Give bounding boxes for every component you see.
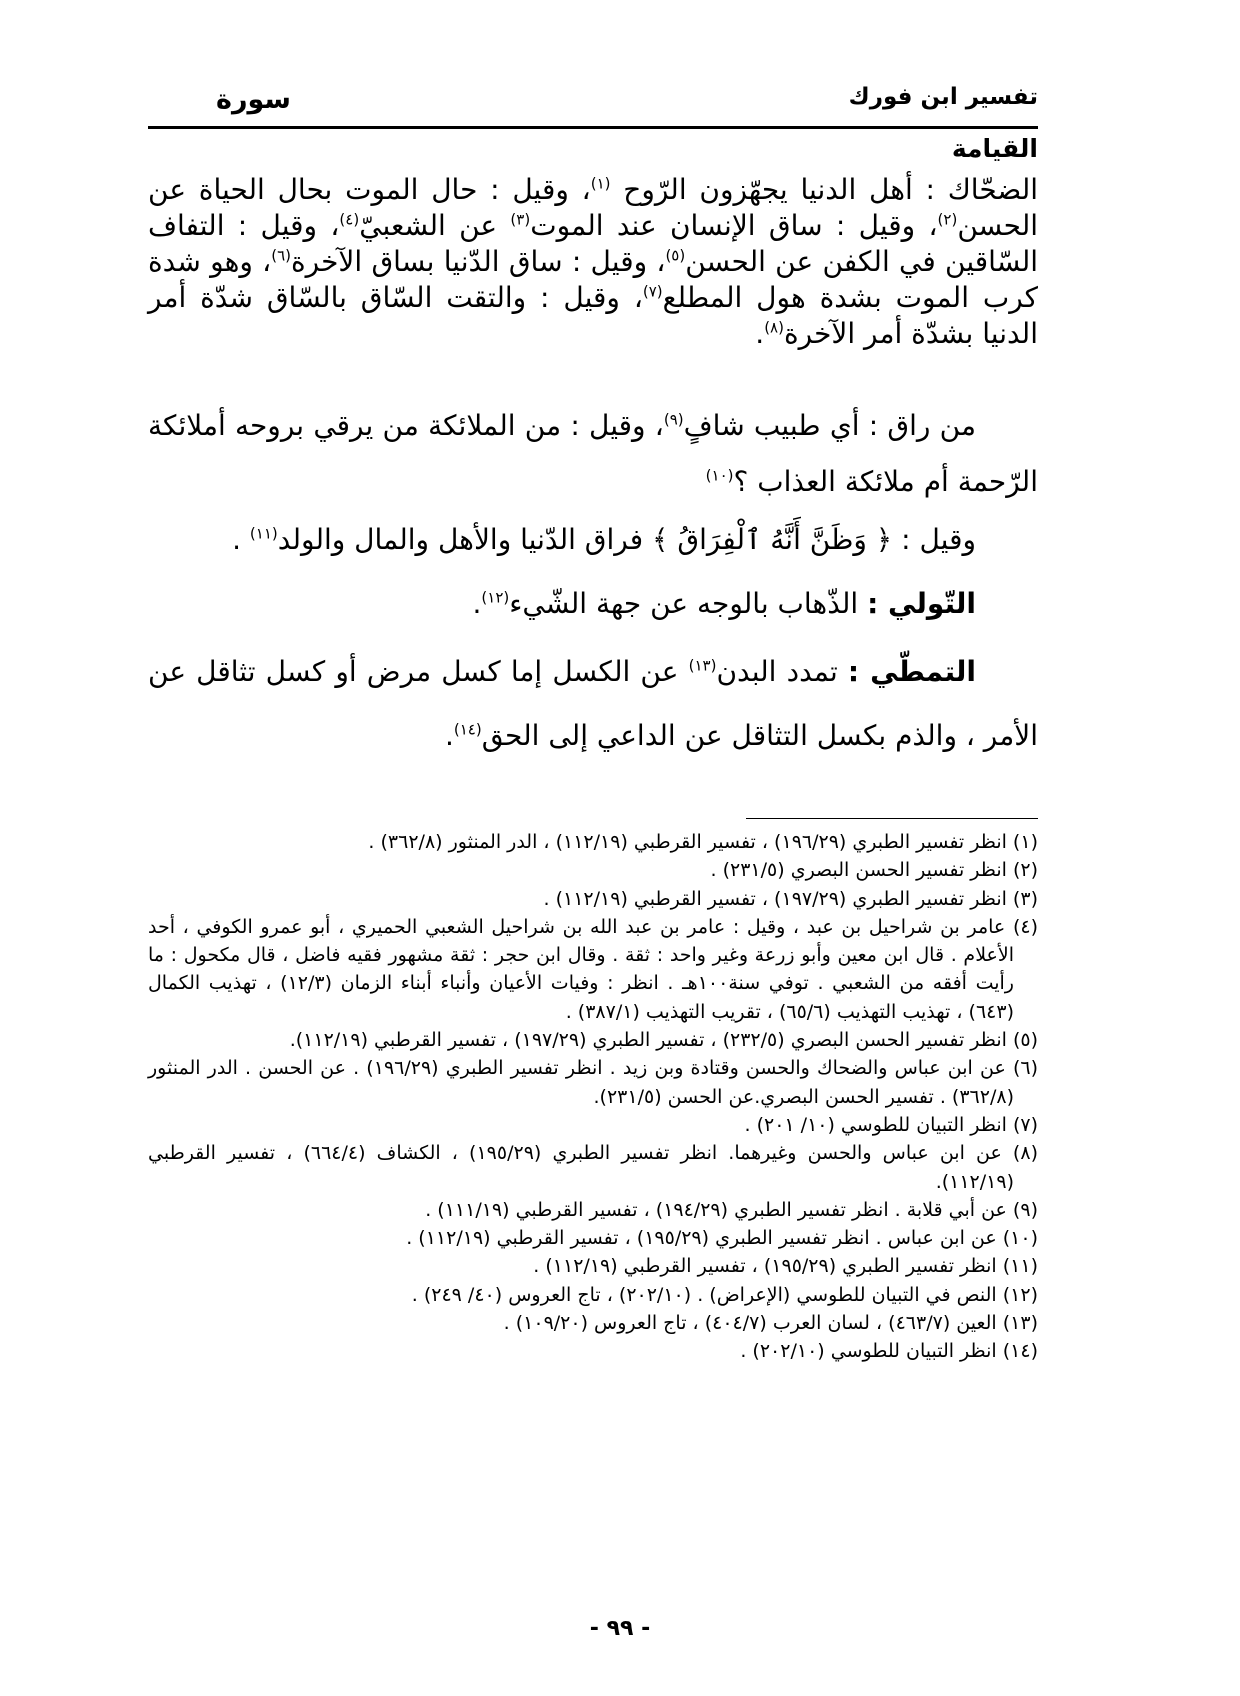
- text-run: عن الشعبيّ: [359, 209, 511, 242]
- footnote-item: (٧) انظر التبيان للطوسي (١٠/ ٢٠١) .: [744, 1113, 1038, 1136]
- footnote-item: (٥) انظر تفسير الحسن البصري (٢٣٢/٥) ، تفسير الطبري (١٩٧/٢٩) ، تفسير القرطبي (١١٢/١٩).: [289, 1029, 1038, 1052]
- text-run: ، وقيل : ساق الدّنيا بساق الآخرة: [290, 245, 666, 278]
- footnote-marker: (٨): [764, 318, 784, 337]
- paragraph-2: [148, 398, 1038, 510]
- text-run: وقيل : ﴿ وَظَنَّ أَنَّهُ ٱلْفِرَاقُ ﴾ فراق الدّنيا والأهل والمال والولد: [277, 523, 976, 556]
- surah-name: القيامة: [951, 134, 1038, 163]
- text-run: من راق : أي طبيب شافٍ: [683, 409, 976, 442]
- paragraph-3: [148, 512, 1038, 568]
- footnotes-list: [148, 828, 1038, 1366]
- footnote-marker: (٣): [510, 210, 531, 229]
- text-run: ، وهو شدة كرب الموت بشدة هول المطلع: [148, 245, 1038, 314]
- page-number: - ٩٩ -: [589, 1616, 651, 1641]
- footnote-item: (٨) عن ابن عباس والحسن وغيرهما. انظر تفسير الطبري (١٩٥/٢٩) ، الكشاف (٦٦٤/٤) ، تفسير القرطبي (١١٢/١٩).: [148, 1142, 1038, 1193]
- surah-label: سورة: [216, 84, 291, 115]
- footnote-item: (١٢) النص في التبيان للطوسي (الإعراض) . (٢٠٢/١٠) ، تاج العروس (٤٠/ ٢٤٩) .: [411, 1283, 1038, 1306]
- book-title: تفسير ابن فورك: [848, 84, 1038, 110]
- text-run: .: [472, 587, 482, 620]
- footnote-marker: (١٣): [688, 656, 717, 675]
- glossary-term: التّولي :: [867, 587, 976, 620]
- footnote-item: (٢) انظر تفسير الحسن البصري (٢٣١/٥) .: [710, 859, 1038, 882]
- glossary-term: التمطّي :: [847, 655, 976, 688]
- footnote-separator: [746, 818, 1038, 819]
- footnote-item: (٦) عن ابن عباس والضحاك والحسن وقتادة وبن زيد . انظر تفسير الطبري (١٩٦/٢٩) . عن الحسن . الدر المنثور (٣٦٢/٨) . تفسير الحسن البصري.عن الحسن (٢٣١/٥).: [148, 1057, 1038, 1108]
- text-run: .: [444, 719, 454, 752]
- footnote-item: (١٠) عن ابن عباس . انظر تفسير الطبري (١٩٥/٢٩) ، تفسير القرطبي (١١٢/١٩) .: [406, 1227, 1038, 1250]
- text-run: الذّهاب بالوجه عن جهة الشّيء: [509, 587, 868, 620]
- footnote-item: (١١) انظر تفسير الطبري (١٩٥/٢٩) ، تفسير القرطبي (١١٢/١٩) .: [533, 1255, 1038, 1278]
- running-header: [148, 84, 1038, 122]
- footnote-marker: (٥): [665, 246, 686, 265]
- text-run: .: [232, 523, 250, 556]
- text-run: ، وقيل : ساق الإنسان عند الموت: [530, 209, 938, 242]
- paragraph-5: [148, 640, 1038, 768]
- footnote-marker: (١٤): [453, 720, 482, 739]
- footnote-marker: (٦): [271, 246, 291, 265]
- footnote-marker: (٢): [937, 210, 958, 229]
- footnote-item: (١٣) العين (٤٦٣/٧) ، لسان العرب (٤٠٤/٧) ، تاج العروس (١٠٩/٢٠) .: [503, 1312, 1038, 1335]
- text-run: ، وقيل : والتقت السّاق بالسّاق شدّة أمر الدنيا بشدّة أمر الآخرة: [148, 281, 1038, 350]
- text-run: ، وقيل : حال الموت بحال الحياة عن الحسن: [148, 173, 1039, 242]
- text-run: الضحّاك : أهل الدنيا يجهّزون الرّوح: [610, 173, 1039, 206]
- text-run: تمدد البدن: [716, 655, 848, 688]
- footnote-item: (٣) انظر تفسير الطبري (١٩٧/٢٩) ، تفسير القرطبي (١١٢/١٩) .: [543, 887, 1038, 910]
- footnote-marker: (٤): [339, 210, 360, 229]
- footnote-marker: (١): [590, 174, 611, 193]
- text-run: ، وقيل : التفاف السّاقين في الكفن عن الحسن: [148, 209, 1039, 278]
- footnote-item: (١) انظر تفسير الطبري (١٩٦/٢٩) ، تفسير القرطبي (١١٢/١٩) ، الدر المنثور (٣٦٢/٨) .: [368, 831, 1038, 853]
- footnote-marker: (١٢): [481, 588, 510, 607]
- text-run: ، وقيل : من الملائكة من يرقي بروحه أملائكة الرّحمة أم ملائكة العذاب ؟: [148, 409, 1038, 498]
- footnote-item: (٤) عامر بن شراحيل بن عبد ، وقيل : عامر بن عبد الله بن شراحيل الشعبي الحميري ، أبو عمرو الكوفي ، أحد الأعلام . قال ابن معين وأبو زرعة وغير واحد : ثقة . وقال ابن حجر : ثقة مشهور فقيه فاضل ، قال مكحول : ما رأيت أفقه من الشعبي . توفي سنة١٠٠هـ . انظر : وفيات الأعيان وأنباء أبناء الزمان (١٢/٣) ، تهذيب الكمال (٦٤٣) ، تهذيب التهذيب (٦٥/٦) ، تقريب التهذيب (٣٨٧/١) .: [148, 915, 1038, 1023]
- footnote-item: (١٤) انظر التبيان للطوسي (٢٠٢/١٠) .: [740, 1340, 1038, 1363]
- paragraph-4: [148, 576, 1038, 632]
- footnote-marker: (٧): [642, 282, 663, 301]
- text-run: .: [755, 317, 765, 350]
- footnote-marker: (١٠): [705, 466, 734, 485]
- header-rule: [148, 126, 1038, 129]
- footnote-marker: (١١): [249, 524, 278, 543]
- footnote-marker: (٩): [663, 410, 684, 429]
- paragraph-1: [148, 172, 1038, 352]
- footnote-item: (٩) عن أبي قلابة . انظر تفسير الطبري (١٩٤/٢٩) ، تفسير القرطبي (١١١/١٩) .: [425, 1198, 1038, 1221]
- text-run: عن الكسل إما كسل مرض أو كسل تثاقل عن الأمر ، والذم بكسل التثاقل عن الداعي إلى الحق: [148, 655, 1038, 752]
